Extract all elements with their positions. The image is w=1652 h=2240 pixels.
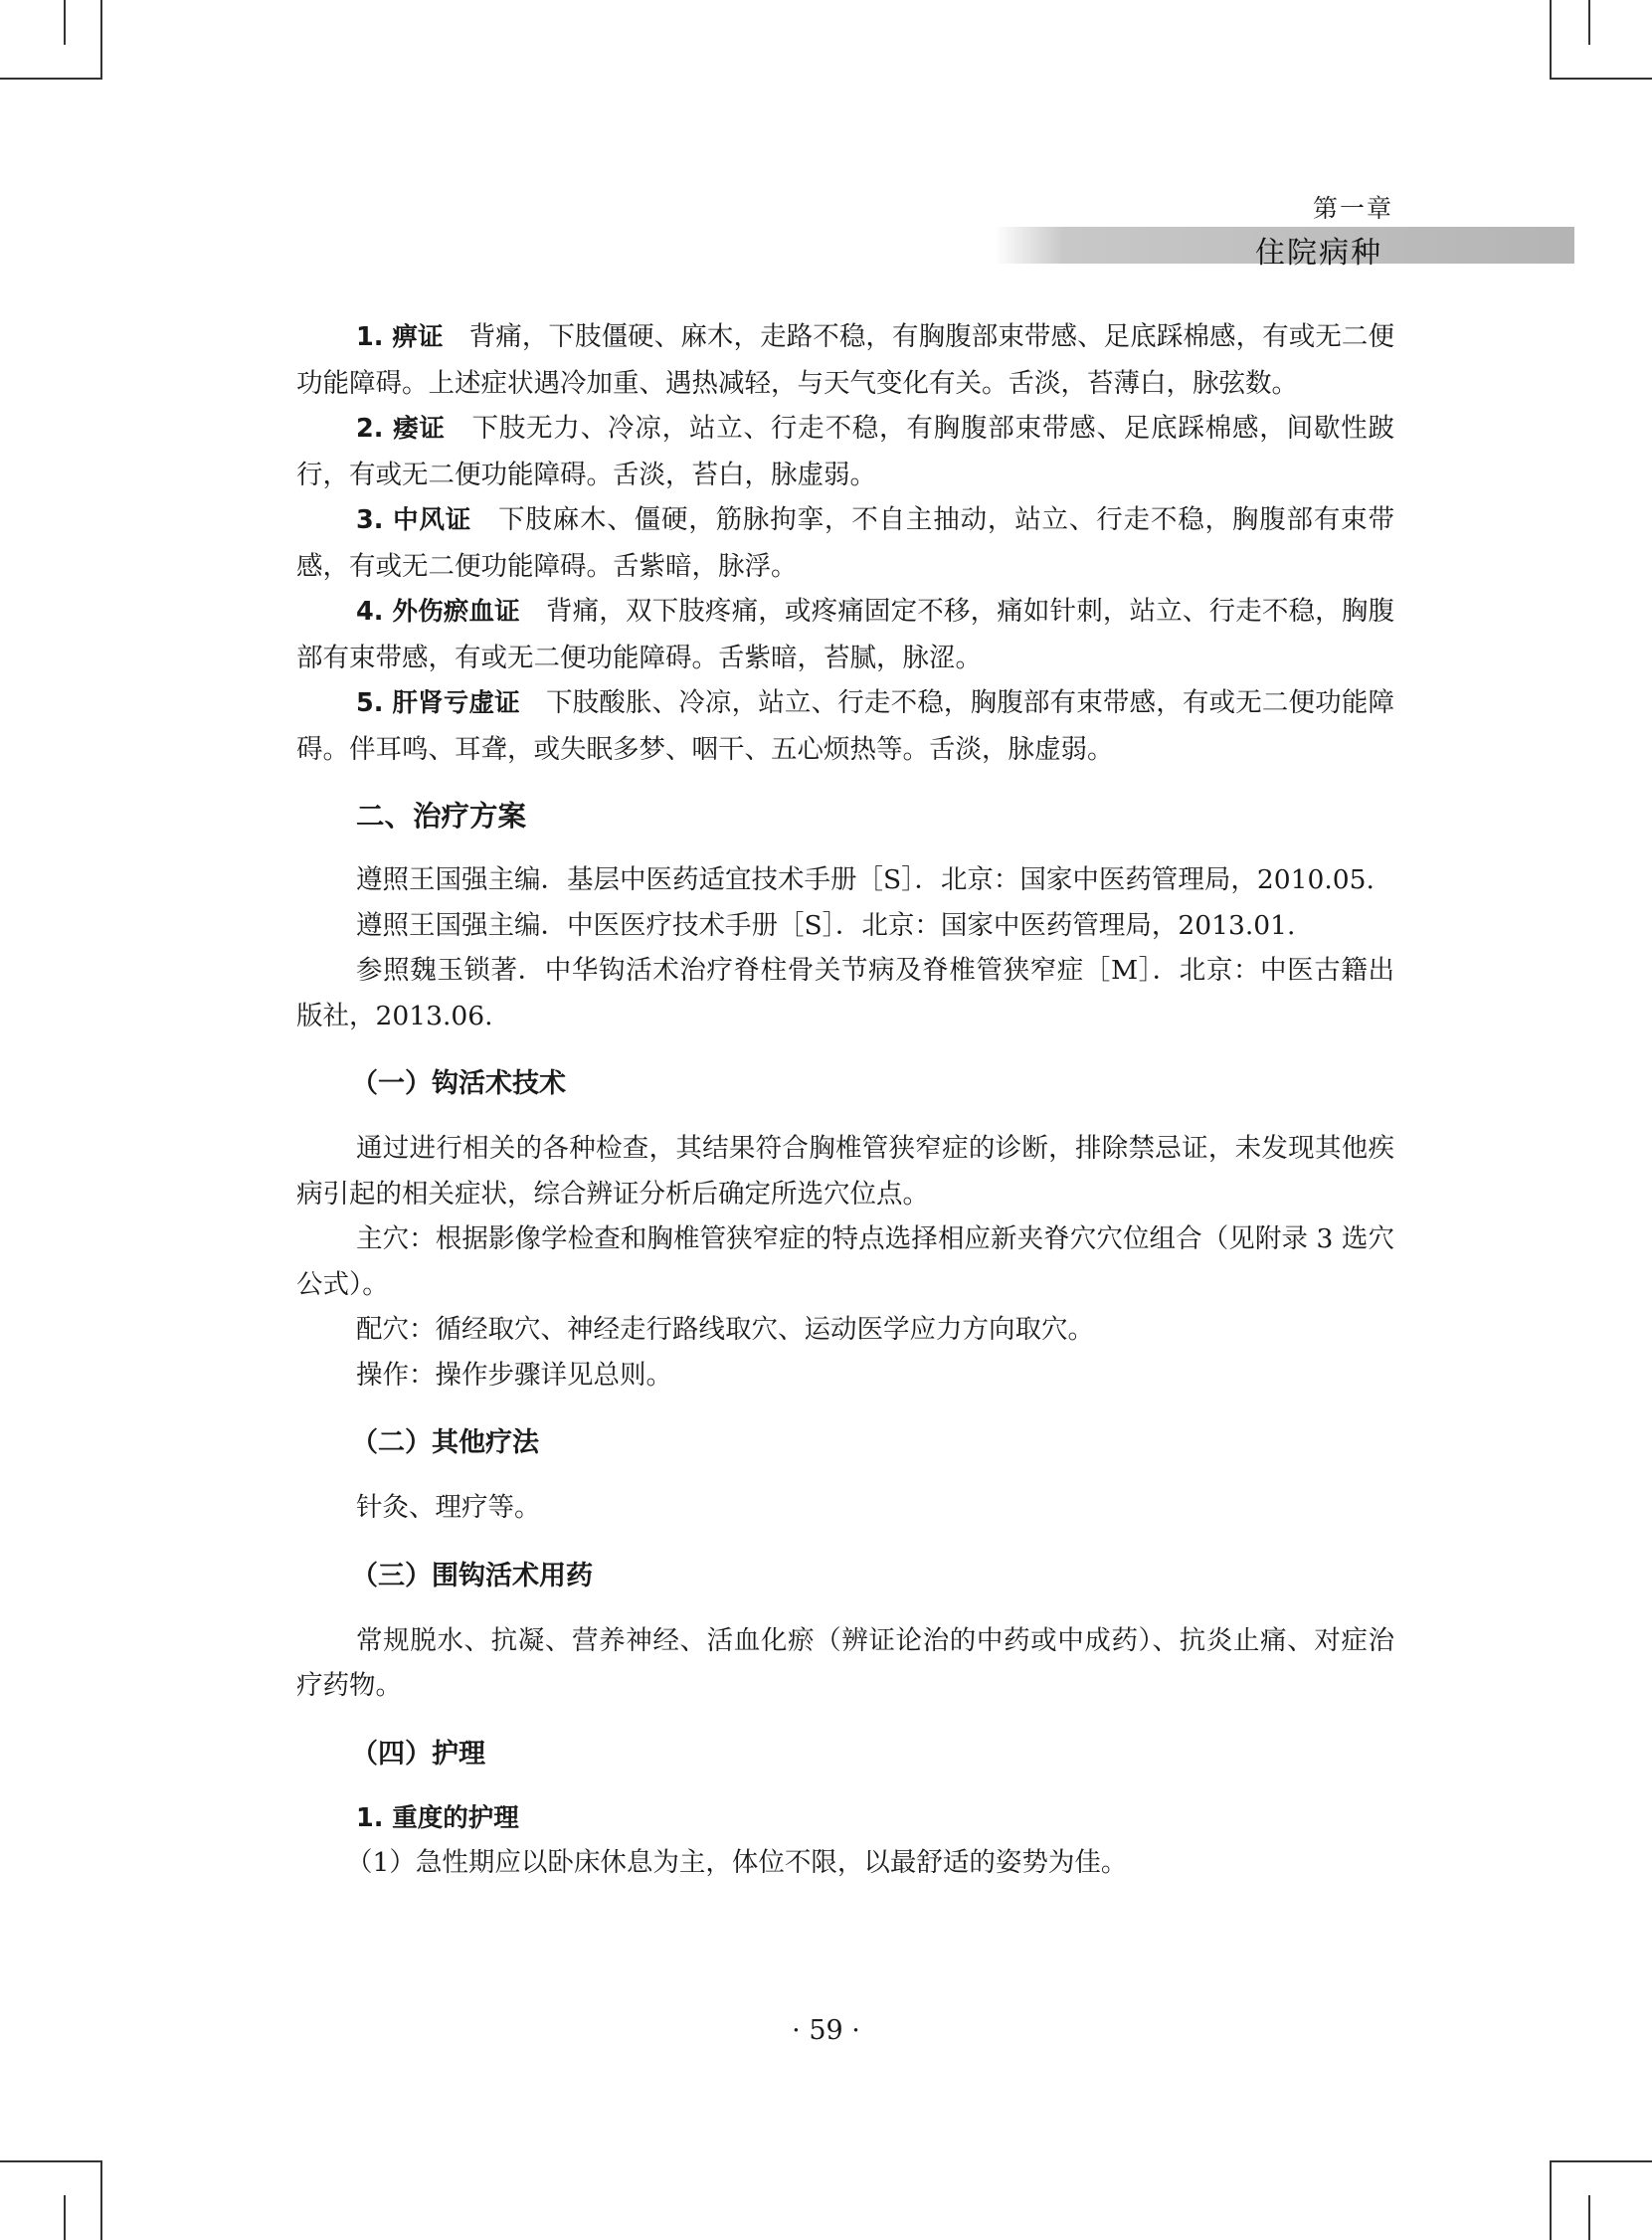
syndrome-paragraph (296, 680, 1394, 772)
subsection-heading: （二）其他疗法 (351, 1427, 539, 1458)
crop-mark (1588, 0, 1590, 45)
syndrome-text: 下肢麻木、僵硬，筋脉拘挛，不自主抽动，站立、行走不稳，胸腹部有束带感，有或无二便功能障碍。舌紫暗，脉浮。 (296, 504, 1395, 582)
body-paragraph: 针灸、理疗等。 (356, 1492, 541, 1523)
section-heading: 二、治疗方案 (356, 800, 527, 833)
syndrome-paragraph (296, 589, 1394, 680)
crop-mark (1588, 2195, 1590, 2240)
crop-mark (64, 0, 66, 45)
body-paragraph: （1）急性期应以卧床休息为主，体位不限，以最舒适的姿势为佳。 (346, 1846, 1128, 1878)
syndrome-label: 4. 外伤瘀血证 (356, 597, 520, 627)
chapter-label: 第一章 (1312, 194, 1393, 223)
crop-mark (1550, 2160, 1552, 2240)
reference-paragraph: 遵照王国强主编．基层中医药适宜技术手册［S］．北京：国家中医药管理局，2010.05. (356, 864, 1375, 895)
syndrome-paragraph (296, 406, 1394, 497)
syndrome-text: 背痛，下肢僵硬、麻木，走路不稳，有胸腹部束带感、足底踩棉感，有或无二便功能障碍。上述症状遇冷加重、遇热减轻，与天气变化有关。舌淡，苔薄白，脉弦数。 (296, 321, 1394, 399)
body-paragraph: 配穴：循经取穴、神经走行路线取穴、运动医学应力方向取穴。 (356, 1314, 1094, 1345)
subsection-heading: （三）围钩活术用药 (351, 1560, 593, 1591)
crop-mark (1550, 0, 1552, 80)
syndrome-text: 下肢无力、冷凉，站立、行走不稳，有胸腹部束带感、足底踩棉感，间歇性跛行，有或无二便功能障碍。舌淡，苔白，脉虚弱。 (296, 413, 1394, 490)
crop-mark (0, 2160, 102, 2162)
syndrome-text: 下肢酸胀、冷凉，站立、行走不稳，胸腹部有束带感，有或无二便功能障碍。伴耳鸣、耳聋，或失眠多梦、咽干、五心烦热等。舌淡，脉虚弱。 (296, 687, 1395, 765)
section-banner (995, 227, 1574, 271)
syndrome-text: 背痛，双下肢疼痛，或疼痛固定不移，痛如针刺，站立、行走不稳，胸腹部有束带感，有或无二便功能障碍。舌紫暗，苔腻，脉涩。 (296, 596, 1395, 673)
section-title: 住院病种 (1255, 236, 1382, 271)
body-paragraph: 通过进行相关的各种检查，其结果符合胸椎管狭窄症的诊断，排除禁忌证，未发现其他疾病引起的相关症状，综合辨证分析后确定所选穴位点。 (296, 1133, 1394, 1210)
subsection-heading: （四）护理 (351, 1738, 485, 1770)
page-number: · 59 · (792, 2015, 860, 2046)
syndrome-paragraph (296, 314, 1394, 406)
page-body (296, 314, 1394, 1885)
body-paragraph: 操作：操作步骤详见总则。 (356, 1359, 672, 1391)
subsection-heading: （一）钩活术技术 (351, 1068, 566, 1099)
body-paragraph: 常规脱水、抗凝、营养神经、活血化瘀（辨证论治的中药或中成药）、抗炎止痛、对症治疗药物。 (296, 1624, 1394, 1701)
syndrome-label: 1. 痹证 (356, 322, 444, 352)
reference-paragraph: 参照魏玉锁著．中华钩活术治疗脊柱骨关节病及脊椎管狭窄症［M］．北京：中医古籍出版社，2013.06. (296, 955, 1394, 1031)
reference-paragraph: 遵照王国强主编．中医医疗技术手册［S］．北京：国家中医药管理局，2013.01. (356, 909, 1296, 941)
syndrome-label: 3. 中风证 (356, 505, 472, 535)
item-heading: 1. 重度的护理 (356, 1802, 519, 1833)
crop-mark (64, 2195, 66, 2240)
syndrome-label: 2. 痿证 (356, 414, 446, 444)
crop-mark (1550, 2160, 1652, 2162)
crop-mark (100, 0, 102, 80)
syndrome-paragraph (296, 497, 1394, 589)
body-paragraph: 主穴：根据影像学检查和胸椎管狭窄症的特点选择相应新夹脊穴穴位组合（见附录 3 选穴公式）。 (296, 1223, 1394, 1300)
crop-mark (100, 2160, 102, 2240)
crop-mark (0, 78, 102, 80)
crop-mark (1550, 78, 1652, 80)
syndrome-label: 5. 肝肾亏虚证 (356, 688, 520, 718)
